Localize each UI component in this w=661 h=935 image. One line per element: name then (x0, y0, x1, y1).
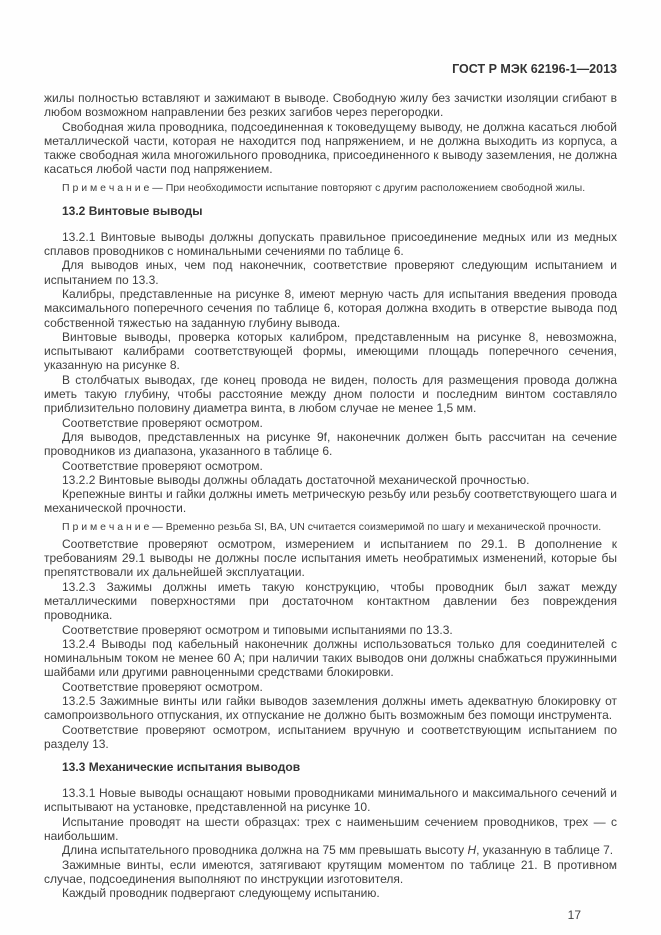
paragraph: 13.2.1 Винтовые выводы должны допускать правильное присоединение медных или из медных сплавов проводников с номинальными сечениями по таблице 6. (44, 229, 617, 259)
paragraph: Соответствие проверяют осмотром и типовыми испытаниями по 13.3. (62, 622, 453, 637)
paragraph-text: Длина испытательного проводника должна на 75 мм превышать высоту (62, 843, 468, 858)
note: П р и м е ч а н и е — Временно резьба SI, BA, UN считается соизмеримой по шагу и механической прочности. (62, 520, 602, 533)
paragraph: 13.2.5 Зажимные винты или гайки выводов заземления должны иметь адекватную блокировку от самопроизвольного отпускания, их отпускание не должно быть возможным без помощи инструмента. (44, 693, 617, 723)
paragraph: Для выводов, представленных на рисунке 9f, наконечник должен быть рассчитан на сечение проводников из диапазона, указанного в таблице 6. (44, 429, 617, 459)
paragraph: 13.2.3 Зажимы должны иметь такую конструкцию, чтобы проводник был зажат между металлическими поверхностями при достаточном контактном давлении без повреждения проводника. (44, 579, 617, 623)
running-header: ГОСТ Р МЭК 62196-1—2013 (452, 62, 617, 76)
paragraph: Соответствие проверяют осмотром. (62, 679, 263, 694)
paragraph: Калибры, представленные на рисунке 8, имеют мерную часть для испытания введения провода максимального поперечного сечения по таблице 6, которая должна входить в отверстие вывода под собственной тяжестью на заданную глубину вывода. (44, 286, 617, 330)
paragraph: Каждый проводник подвергают следующему испытанию. (62, 886, 380, 901)
paragraph-text: , указанную в таблице 7. (476, 843, 614, 858)
paragraph: В столбчатых выводах, где конец провода не виден, полость для размещения провода должна иметь такую глубину, чтобы расстояние между дном полости и последним винтом составляло приблизительно половину диаметра винта, в любом случае не менее 1,5 мм. (44, 372, 617, 416)
section-heading-13-2: 13.2 Винтовые выводы (62, 203, 203, 218)
page-number: 17 (567, 907, 581, 922)
note: П р и м е ч а н и е — При необходимости испытание повторяют с другим расположением свободной жилы. (62, 181, 586, 194)
paragraph: Соответствие проверяют осмотром, измерением и испытанием по 29.1. В дополнение к требованиям 29.1 выводы не должны после испытания иметь необратимых изменений, которые бы препятствовали их дальнейшей эксплуатации. (44, 536, 617, 580)
paragraph: 13.3.1 Новые выводы оснащают новыми проводниками минимального и максимального сечений и испытывают на установке, представленной на рисунке 10. (44, 786, 617, 815)
document-body (44, 91, 617, 901)
paragraph: Винтовые выводы, проверка которых калибром, представленным на рисунке 8, невозможна, испытывают калибрами соответствующей формы, имеющими площадь поперечного сечения, указанную на рисунке 8. (44, 329, 617, 373)
paragraph: Крепежные винты и гайки должны иметь метрическую резьбу или резьбу соответствующего шага и механической прочности. (44, 487, 617, 516)
paragraph: Зажимные винты, если имеются, затягивают крутящим моментом по таблице 21. В противном случае, подсоединения выполняют по инструкции изготовителя. (44, 857, 617, 886)
variable-h-symbol: H (467, 843, 477, 858)
paragraph: Соответствие проверяют осмотром, испытанием вручную и соответствующим испытанием по разделу 13. (44, 722, 617, 751)
paragraph: 13.2.4 Выводы под кабельный наконечник должны использоваться только для соединителей с номинальным током не менее 60 А; при наличии таких выводов они должны снабжаться пружинными шайбами или другими равноценными средствами блокировки. (44, 636, 617, 680)
paragraph: Соответствие проверяют осмотром. (62, 415, 263, 430)
paragraph: жилы полностью вставляют и зажимают в выводе. Свободную жилу без зачистки изоляции сгибают в любом возможном направлении без резких загибов через перегородки. (44, 91, 617, 120)
paragraph: Свободная жила проводника, подсоединенная к токоведущему выводу, не должна касаться любой металлической части, которая не находится под напряжением, и не должна выходить из корпуса, а также свободная жила многожильного проводника, присоединенного к выводу заземления, не должна касаться любой части под напряжением. (44, 119, 617, 177)
paragraph: Испытание проводят на шести образцах: трех с наименьшим сечением проводников, трех — с наибольшим. (44, 814, 617, 844)
section-heading-13-3: 13.3 Механические испытания выводов (62, 760, 301, 775)
paragraph (44, 843, 617, 857)
paragraph: Соответствие проверяют осмотром. (62, 458, 263, 473)
paragraph: 13.2.2 Винтовые выводы должны обладать достаточной механической прочностью. (62, 472, 530, 487)
paragraph: Для выводов иных, чем под наконечник, соответствие проверяют следующим испытанием и испытанием по 13.3. (44, 258, 617, 287)
